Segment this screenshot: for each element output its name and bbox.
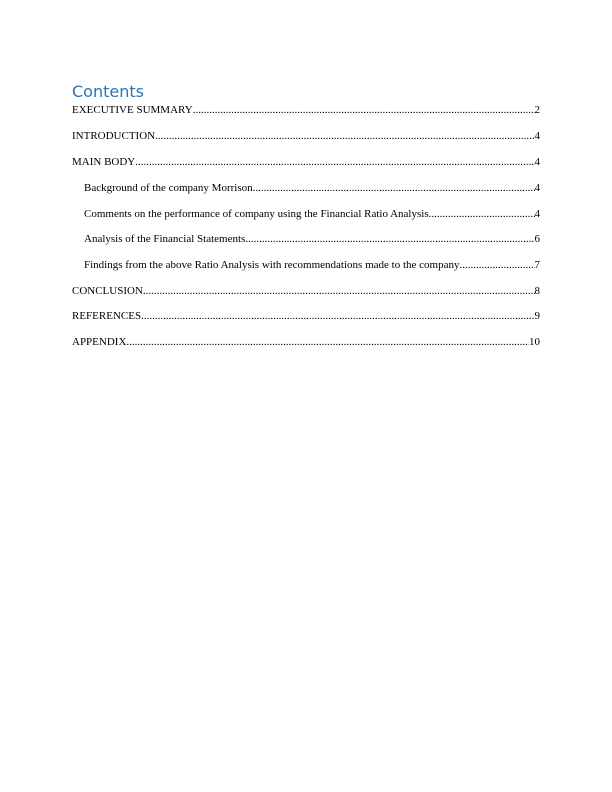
toc-entry-label: MAIN BODY [72, 156, 136, 168]
toc-entry-financial-statements[interactable] [84, 233, 540, 246]
toc-entry-references[interactable] [72, 310, 540, 323]
toc-page-number: 7 [534, 259, 540, 271]
toc-dot-leader [126, 336, 529, 349]
toc-entry-executive-summary[interactable] [72, 104, 540, 117]
toc-page-number: 6 [534, 233, 540, 245]
toc-page-number: 2 [534, 104, 540, 116]
toc-dot-leader [253, 182, 535, 195]
toc-entry-introduction[interactable] [72, 130, 540, 143]
toc-entry-label: EXECUTIVE SUMMARY [72, 104, 193, 116]
toc-entry-background[interactable] [84, 182, 540, 195]
toc-entry-performance-comments[interactable] [84, 208, 540, 221]
toc-entry-main-body[interactable] [72, 156, 540, 169]
toc-entry-label: Background of the company Morrison [84, 182, 253, 194]
toc-dot-leader [135, 156, 534, 169]
toc-page-number: 4 [534, 208, 540, 220]
toc-title: Contents [72, 82, 144, 101]
toc-entry-label: Analysis of the Financial Statements [84, 233, 246, 245]
toc-page-number: 4 [534, 182, 540, 194]
toc-dot-leader [141, 310, 534, 323]
toc-entry-appendix[interactable] [72, 336, 540, 349]
toc-page-number: 4 [534, 130, 540, 142]
toc-entry-findings[interactable] [84, 259, 540, 272]
toc-dot-leader [245, 233, 534, 246]
toc-dot-leader [431, 208, 534, 221]
toc-dot-leader [143, 285, 535, 298]
toc-entry-label: Comments on the performance of company using the Financial Ratio Analysis. [84, 208, 432, 220]
toc-entry-label: REFERENCES [72, 310, 142, 322]
toc-entry-conclusion[interactable] [72, 285, 540, 298]
toc-page-number: 10 [529, 336, 540, 348]
toc-page-number: 8 [534, 285, 540, 297]
toc-entry-label: APPENDIX [72, 336, 127, 348]
toc-dot-leader [193, 104, 535, 117]
toc-entry-label: INTRODUCTION [72, 130, 156, 142]
toc-page-number: 4 [534, 156, 540, 168]
toc-entry-label: Findings from the above Ratio Analysis with recommendations made to the company [84, 259, 460, 271]
toc-dot-leader [155, 130, 534, 143]
toc-entry-label: CONCLUSION [72, 285, 143, 297]
toc-page-number: 9 [534, 310, 540, 322]
toc-dot-leader [459, 259, 534, 272]
